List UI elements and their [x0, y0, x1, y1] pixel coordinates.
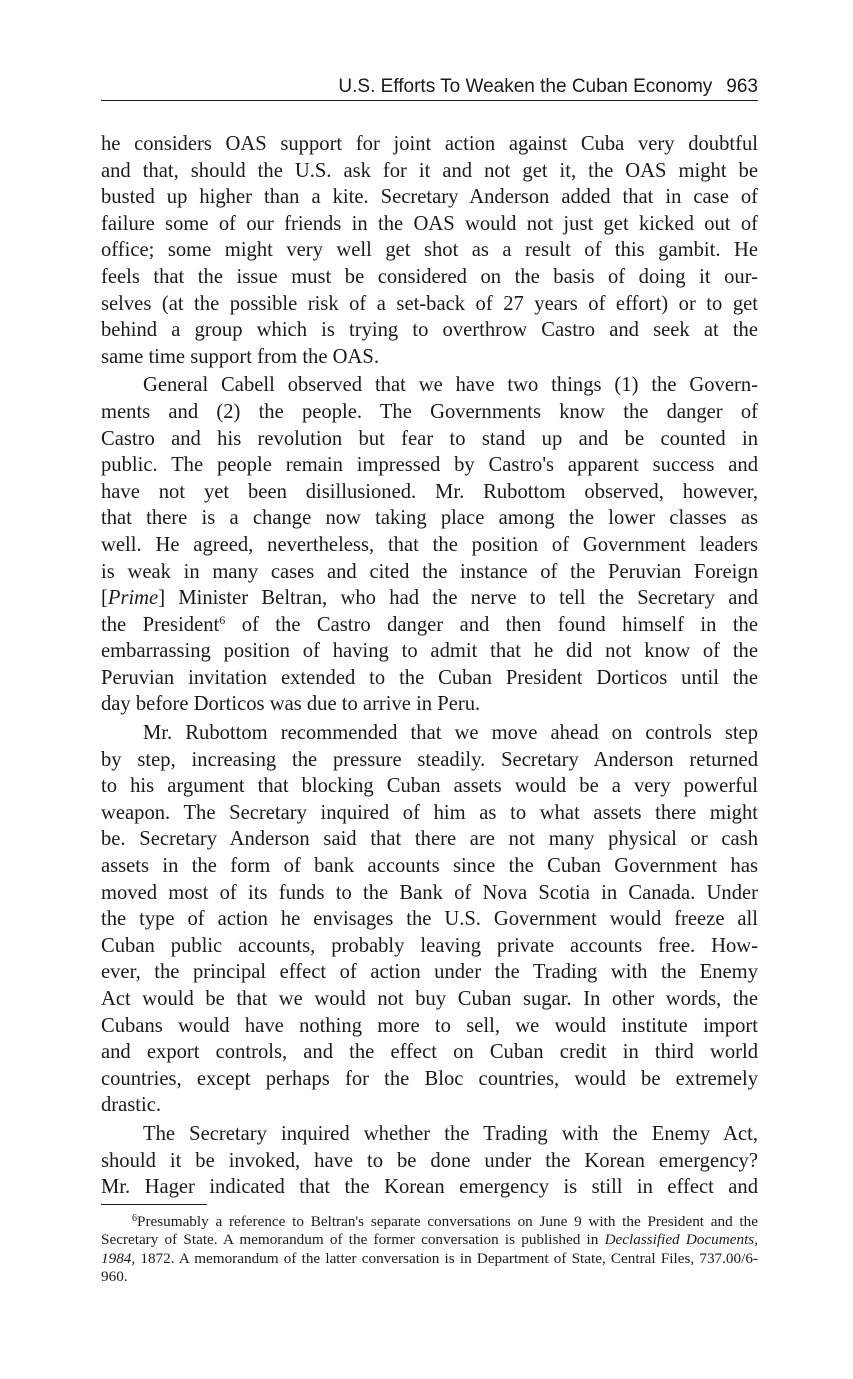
main-text — [101, 131, 758, 1201]
footnote-6 — [101, 1213, 758, 1286]
text-line: drastic. — [101, 1094, 162, 1117]
footnote-reference[interactable]: 6 — [219, 612, 226, 627]
text-line: office; some might very well get shot as a result of this gambit. He — [101, 239, 758, 262]
text-line: Act would be that we would not buy Cuban sugar. In other words, the — [101, 988, 758, 1010]
footnote-separator-rule — [101, 1204, 207, 1205]
text-line: that there is a change now taking place among the lower classes as — [101, 507, 758, 530]
paragraph-4 — [101, 1121, 758, 1201]
text-line: The Secretary inquired whether the Trading with the Enemy Act, — [143, 1122, 758, 1145]
text-line: busted up higher than a kite. Secretary Anderson added that in case of — [101, 186, 758, 209]
text-line: public. The people remain impressed by Castro's apparent success and — [101, 454, 758, 477]
text-line: General Cabell observed that we have two things (1) the Govern- — [143, 374, 758, 397]
text-line: ments and (2) the people. The Governments know the danger of — [101, 400, 758, 423]
text-line: should it be invoked, have to be done under the Korean emergency? — [101, 1149, 758, 1172]
text-line: Cubans would have nothing more to sell, we would institute import — [101, 1014, 758, 1037]
text-line: Castro and his revolution but fear to stand up and be counted in — [101, 427, 758, 450]
editorial-insertion-prime: Prime — [107, 587, 159, 610]
text-line: selves (at the possible risk of a set-back of 27 years of effort) or to get — [101, 292, 758, 315]
text-line: have not yet been disillusioned. Mr. Rubottom observed, however, — [101, 480, 758, 503]
text-line: by step, increasing the pressure steadily. Secretary Anderson returned — [101, 748, 758, 771]
text-line: Mr. Rubottom recommended that we move ahead on controls step — [143, 722, 758, 745]
text-line: countries, except perhaps for the Bloc countries, would be extremely — [101, 1067, 758, 1090]
footnote-text: $^6$Presumably a reference to Beltran's separate conversations on June 9 with the President and the Secretary of State. A memorandum of the former conversation is published in Declassified Documents, 1984, 1872. A memorandum of the latter conversation is in Department of State, Central Files, 737.00/6-960. — [101, 1213, 759, 1285]
text-line-footnote-ref: the President$^6$ of the Castro danger and then found himself in the — [101, 612, 758, 636]
text-line: feels that the issue must be considered on the basis of doing it our- — [101, 265, 758, 288]
text-line: and export controls, and the effect on Cuban credit in third world — [101, 1041, 758, 1064]
running-header — [101, 74, 758, 101]
paragraph-2 — [101, 372, 758, 718]
text-line: assets in the form of bank accounts since the Cuban Government has — [101, 855, 758, 878]
running-title: U.S. Efforts To Weaken the Cuban Economy — [338, 76, 713, 97]
text-line: weapon. The Secretary inquired of him as to what assets there might — [101, 801, 758, 824]
text-line: to his argument that blocking Cuban assets would be a very powerful — [101, 775, 758, 798]
text-line: the type of action he envisages the U.S. Government would freeze all — [101, 908, 758, 931]
paragraph-3 — [101, 720, 758, 1119]
text-line: day before Dorticos was due to arrive in Peru. — [101, 693, 481, 716]
text-line: moved most of its funds to the Bank of Nova Scotia in Canada. Under — [101, 881, 758, 904]
text-line: embarrassing position of having to admit that he did not know of the — [101, 640, 758, 663]
text-line: ever, the principal effect of action under the Trading with the Enemy — [101, 961, 758, 984]
text-line: be. Secretary Anderson said that there are not many physical or cash — [101, 828, 758, 851]
footnote-number: 6 — [132, 1213, 137, 1224]
text-line: well. He agreed, nevertheless, that the position of Government leaders — [101, 533, 758, 556]
text-line: Peruvian invitation extended to the Cuban President Dorticos until the — [101, 666, 758, 689]
text-line: Mr. Hager indicated that the Korean emergency is still in effect and — [101, 1176, 758, 1199]
page-number: 963 — [726, 76, 758, 97]
text-line: and that, should the U.S. ask for it and not get it, the OAS might be — [101, 159, 758, 182]
paragraph-1 — [101, 131, 758, 370]
text-line-editorial-insertion: [Prime] Minister Beltran, who had the nerve to tell the Secretary and — [101, 587, 758, 610]
text-line: Cuban public accounts, probably leaving private accounts free. How- — [101, 934, 758, 957]
text-line: behind a group which is trying to overthrow Castro and seek at the — [101, 319, 758, 342]
text-line: failure some of our friends in the OAS would not just get kicked out of — [101, 212, 758, 235]
footnote-publication-title: Declassified Documents, 1984, — [101, 1231, 759, 1267]
text-line: same time support from the OAS. — [101, 345, 379, 368]
text-line: he considers OAS support for joint action against Cuba very doubtful — [101, 133, 758, 155]
text-line: is weak in many cases and cited the instance of the Peruvian Foreign — [101, 560, 758, 583]
